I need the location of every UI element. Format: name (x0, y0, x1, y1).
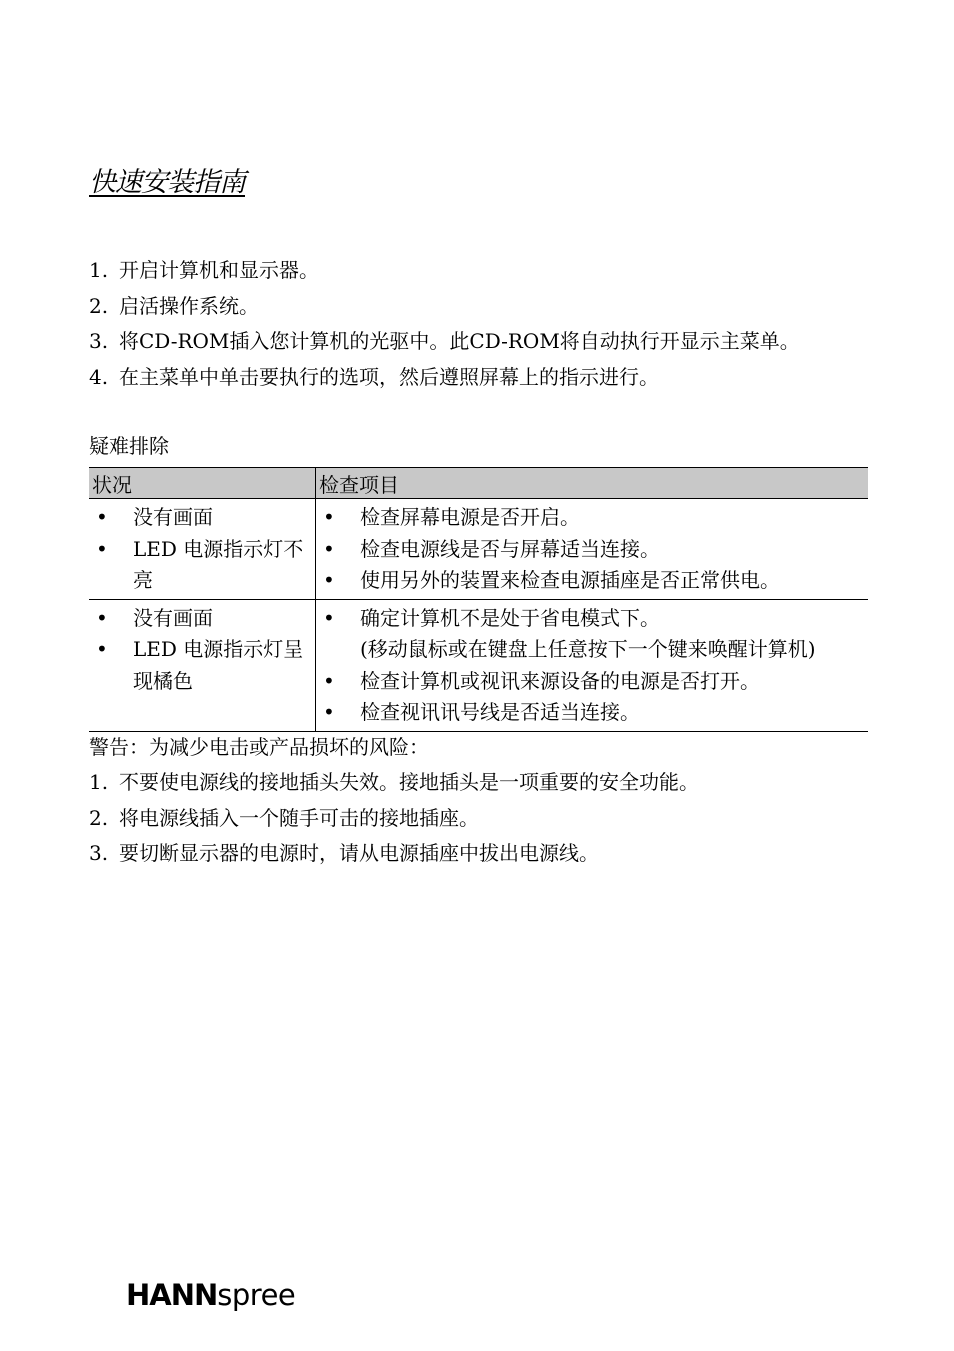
check-item: • 检查视讯讯号线是否适当连接。 (316, 697, 868, 729)
check-item: • 检查屏幕电源是否开启。 (316, 502, 868, 534)
warning-number: 2. (89, 805, 109, 830)
check-item: • 使用另外的装置来检查电源插座是否正常供电。 (316, 565, 868, 597)
warning-number: 1. (89, 770, 109, 794)
page-title: 快速安装指南 (89, 167, 245, 198)
condition-cell (89, 599, 316, 731)
step-text: 在主菜单中单击要执行的选项，然后遵照屏幕上的指示进行。 (119, 364, 659, 389)
check-cell (316, 499, 869, 600)
check-item: • 检查电源线是否与屏幕适当连接。 (316, 534, 868, 566)
step-item (89, 291, 800, 327)
header-condition: 状况 (89, 468, 316, 499)
table-header-row (89, 468, 868, 499)
warning-item (89, 767, 699, 803)
setup-steps (89, 255, 800, 397)
step-item (89, 326, 800, 362)
warning-item (89, 803, 699, 839)
step-number: 4. (89, 364, 109, 389)
condition-item: • LED 电源指示灯不亮 (89, 534, 315, 597)
step-text: 将CD-ROM插入您计算机的光驱中。此CD-ROM将自动执行开显示主菜单。 (119, 329, 800, 353)
condition-cell (89, 499, 316, 600)
warning-item (89, 838, 699, 874)
check-cell (316, 599, 869, 731)
header-check: 检查项目 (316, 468, 869, 499)
step-item (89, 362, 800, 398)
warning-number: 3. (89, 841, 109, 865)
step-number: 1. (89, 258, 109, 282)
logo-light: spree (217, 1278, 296, 1312)
check-note: (移动鼠标或在键盘上任意按下一个键来唤醒计算机) (360, 637, 816, 661)
troubleshooting-table (89, 467, 868, 732)
condition-item: • LED 电源指示灯呈现橘色 (89, 634, 315, 697)
warning-title: 警告：为减少电击或产品损坏的风险： (89, 735, 429, 759)
step-item (89, 255, 800, 291)
step-text: 启活操作系统。 (119, 293, 259, 318)
condition-item: • 没有画面 (89, 603, 315, 635)
troubleshooting-title: 疑难排除 (89, 434, 169, 458)
logo-bold: HANN (126, 1278, 218, 1312)
condition-item: • 没有画面 (89, 502, 315, 534)
brand-logo (126, 1278, 295, 1312)
step-number: 2. (89, 293, 109, 318)
check-item: • 确定计算机不是处于省电模式下。 (316, 603, 868, 635)
table-row (89, 599, 868, 731)
warning-list (89, 767, 699, 874)
warning-text: 将电源线插入一个随手可击的接地插座。 (119, 805, 479, 830)
check-item: • 检查计算机或视讯来源设备的电源是否打开。 (316, 666, 868, 698)
warning-text: 要切断显示器的电源时，请从电源插座中拔出电源线。 (119, 841, 599, 865)
step-number: 3. (89, 329, 109, 353)
table-row (89, 499, 868, 600)
step-text: 开启计算机和显示器。 (119, 258, 319, 282)
warning-text: 不要使电源线的接地插头失效。接地插头是一项重要的安全功能。 (119, 770, 699, 794)
